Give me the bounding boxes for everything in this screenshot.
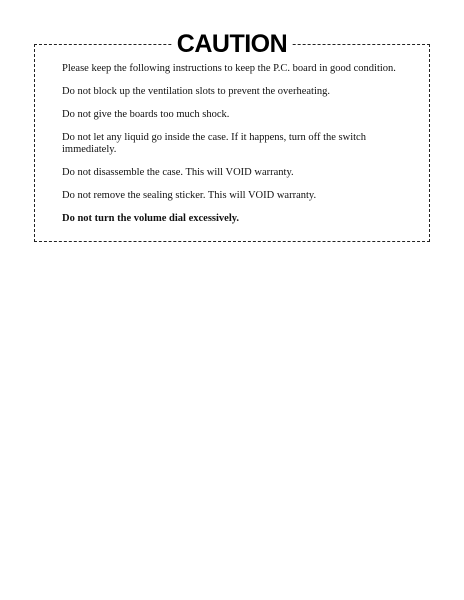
instruction-volume-dial: Do not turn the volume dial excessively.: [62, 213, 240, 224]
instruction-intro: Please keep the following instructions to keep the P.C. board in good condition.: [62, 63, 396, 74]
instruction-disassemble: Do not disassemble the case. This will VOID warranty.: [62, 167, 294, 178]
instruction-list: [62, 63, 402, 225]
instruction-shock: Do not give the boards too much shock.: [62, 109, 230, 120]
caution-title: CAUTION: [172, 30, 292, 58]
instruction-sticker: Do not remove the sealing sticker. This will VOID warranty.: [62, 190, 317, 201]
instruction-liquid: Do not let any liquid go inside the case. If it happens, turn off the switch immediately.: [62, 132, 366, 155]
instruction-ventilation: Do not block up the ventilation slots to prevent the overheating.: [62, 86, 330, 97]
